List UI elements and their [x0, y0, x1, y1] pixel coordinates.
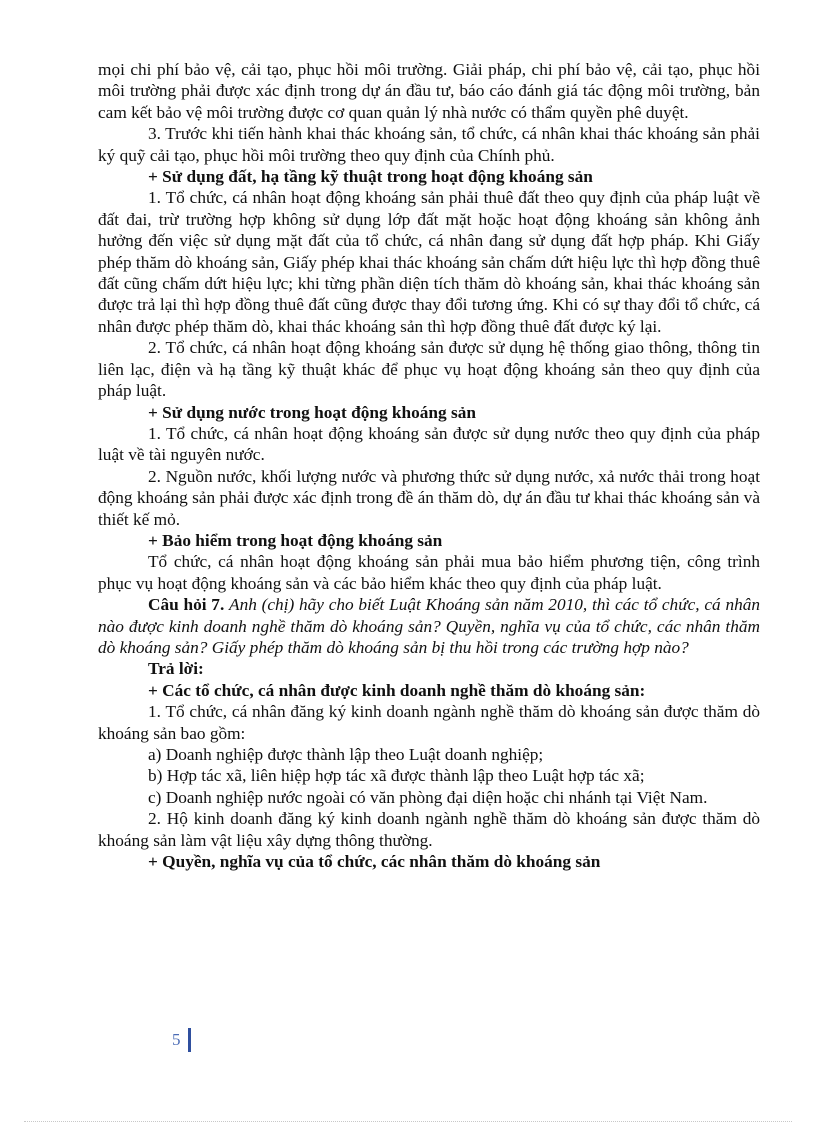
section-heading: + Các tổ chức, cá nhân được kinh doanh nghề thăm dò khoáng sản:	[148, 680, 646, 700]
question-label: Câu hỏi 7.	[148, 595, 225, 615]
paragraph: 2. Tổ chức, cá nhân hoạt động khoáng sản được sử dụng hệ thống giao thông, thông tin liên lạc, điện và hạ tầng kỹ thuật khác để phục vụ hoạt động khoáng sản theo quy định của pháp luật.	[98, 338, 760, 401]
page-number: 5	[172, 1030, 181, 1049]
paragraph: 2. Nguồn nước, khối lượng nước và phương thức sử dụng nước, xả nước thải trong hoạt động khoáng sản phải được xác định trong đề án thăm dò, dự án đầu tư khai thác khoáng sản và thiết kế mỏ.	[98, 466, 760, 529]
list-item: c) Doanh nghiệp nước ngoài có văn phòng đại diện hoặc chi nhánh tại Việt Nam.	[148, 787, 708, 807]
paragraph: 1. Tổ chức, cá nhân hoạt động khoáng sản được sử dụng nước theo quy định của pháp luật về tài nguyên nước.	[98, 423, 760, 465]
paragraph: 1. Tổ chức, cá nhân hoạt động khoáng sản phải thuê đất theo quy định của pháp luật về đất đai, trừ trường hợp không sử dụng lớp đất mặt hoặc hoạt động khoáng sản không ảnh hưởng đến việc sử dụng mặt đất của tổ chức, cá nhân đang sử dụng đất hợp pháp. Khi Giấy phép thăm dò khoáng sản, Giấy phép khai thác khoáng sản chấm dứt hiệu lực thì hợp đồng thuê đất cũng chấm dứt hiệu lực; khi từng phần diện tích thăm dò khoáng sản, khai thác khoáng sản được trả lại thì hợp đồng thuê đất cũng được thay đổi tương ứng. Khi có sự thay đổi tổ chức, cá nhân được phép thăm dò, khai thác khoáng sản thì hợp đồng thuê đất được ký lại.	[98, 188, 760, 336]
section-heading: + Sử dụng nước trong hoạt động khoáng sản	[148, 402, 476, 422]
list-item: b) Hợp tác xã, liên hiệp hợp tác xã được thành lập theo Luật hợp tác xã;	[148, 766, 645, 786]
section-heading: + Quyền, nghĩa vụ của tổ chức, các nhân thăm dò khoáng sản	[148, 852, 601, 872]
paragraph: Tổ chức, cá nhân hoạt động khoáng sản phải mua bảo hiểm phương tiện, công trình phục vụ hoạt động khoáng sản và các bảo hiểm khác theo quy định của pháp luật.	[98, 552, 760, 593]
paragraph: 2. Hộ kinh doanh đăng ký kinh doanh ngành nghề thăm dò khoáng sản được thăm dò khoáng sản làm vật liệu xây dựng thông thường.	[98, 809, 760, 850]
document-page	[98, 59, 760, 872]
paragraph: 3. Trước khi tiến hành khai thác khoáng sản, tổ chức, cá nhân khai thác khoáng sản phải ký quỹ cải tạo, phục hồi môi trường theo quy định của Chính phủ.	[98, 124, 760, 165]
footer-divider	[188, 1028, 191, 1052]
question-paragraph	[98, 594, 760, 658]
paragraph: 1. Tổ chức, cá nhân đăng ký kinh doanh ngành nghề thăm dò khoáng sản được thăm dò khoáng sản bao gồm:	[98, 702, 760, 743]
list-item: a) Doanh nghiệp được thành lập theo Luật doanh nghiệp;	[148, 745, 544, 764]
paragraph: mọi chi phí bảo vệ, cải tạo, phục hồi môi trường. Giải pháp, chi phí bảo vệ, cải tạo, phục hồi môi trường phải được xác định trong dự án đầu tư, báo cáo đánh giá tác động môi trường, bản cam kết bảo vệ môi trường được cơ quan quản lý nhà nước có thẩm quyền phê duyệt.	[98, 60, 760, 122]
question-text: Anh (chị) hãy cho biết Luật Khoáng sản năm 2010, thì các tổ chức, cá nhân nào được kinh doanh nghề thăm dò khoáng sản? Quyền, nghĩa vụ của tổ chức, các nhân thăm dò khoáng sản? Giấy phép thăm dò khoáng sản bị thu hồi trong các trường hợp nào?	[98, 595, 761, 657]
answer-heading: Trả lời:	[148, 659, 204, 679]
page-footer	[172, 1027, 191, 1053]
page-bottom-border	[24, 1121, 792, 1122]
section-heading: + Sử dụng đất, hạ tầng kỹ thuật trong hoạt động khoáng sản	[148, 167, 593, 187]
section-heading: + Bảo hiểm trong hoạt động khoáng sản	[148, 530, 443, 550]
